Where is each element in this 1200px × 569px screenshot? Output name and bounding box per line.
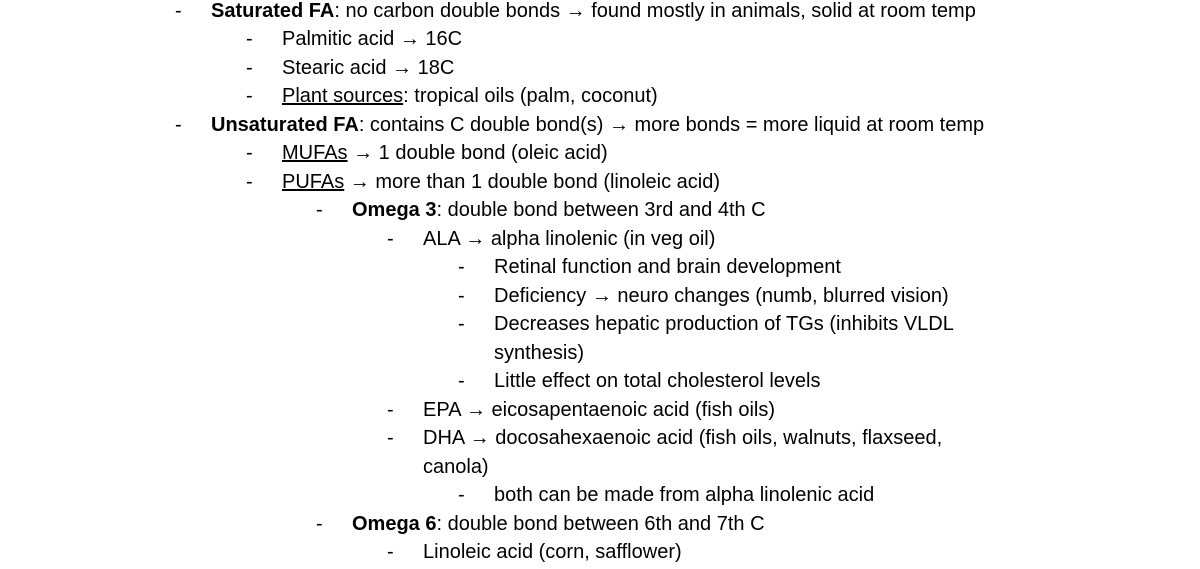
dha-point <box>458 481 875 510</box>
bullet-dash: - <box>458 256 465 278</box>
bullet-dash: - <box>175 114 182 136</box>
dha-text: DHA → docosahexaenoic acid (fish oils, walnuts, flaxseed, <box>423 427 943 449</box>
bullet-dash: - <box>458 285 465 307</box>
ala-point-text: synthesis) <box>494 342 585 364</box>
mufas-text: → 1 double bond (oleic acid) <box>347 142 608 164</box>
omega-3-desc: : double bond between 3rd and 4th C <box>436 199 766 221</box>
omega-3-term: Omega 3 <box>352 199 437 221</box>
pufas-text: → more than 1 double bond (linoleic acid) <box>344 171 721 193</box>
ala-point-text: Deficiency → neuro changes (numb, blurred vision) <box>494 285 949 307</box>
unsaturated-fa-desc: : contains C double bond(s) → more bonds = more liquid at room temp <box>358 114 985 136</box>
bullet-dash: - <box>387 399 394 421</box>
saturated-fa-term: Saturated FA <box>211 0 335 22</box>
dha-point-text: both can be made from alpha linolenic acid <box>494 484 875 506</box>
omega-6-term: Omega 6 <box>352 513 437 535</box>
dha-item-cont <box>423 453 489 482</box>
bullet-dash: - <box>458 370 465 392</box>
pufas-item <box>246 168 721 197</box>
omega-6-desc: : double bond between 6th and 7th C <box>436 513 765 535</box>
bullet-dash: - <box>458 484 465 506</box>
saturated-fa-item <box>175 0 976 26</box>
ala-point-text: Decreases hepatic production of TGs (inhibits VLDL <box>494 313 954 335</box>
plant-sources-label: Plant sources <box>282 85 404 107</box>
bullet-dash: - <box>246 85 253 107</box>
plant-sources-item <box>246 82 658 111</box>
ala-point-text: Retinal function and brain development <box>494 256 841 278</box>
epa-item <box>387 396 776 425</box>
bullet-dash: - <box>246 28 253 50</box>
bullet-dash: - <box>387 228 394 250</box>
palmitic-acid-item <box>246 25 463 54</box>
pufas-label: PUFAs <box>282 171 345 193</box>
stearic-acid-text: Stearic acid → 18C <box>282 57 455 79</box>
unsaturated-fa-term: Unsaturated FA <box>211 114 359 136</box>
bullet-dash: - <box>246 142 253 164</box>
epa-text: EPA → eicosapentaenoic acid (fish oils) <box>423 399 776 421</box>
bullet-dash: - <box>246 57 253 79</box>
ala-item <box>387 225 716 254</box>
ala-point-deficiency <box>458 282 949 311</box>
ala-text: ALA → alpha linolenic (in veg oil) <box>423 228 716 250</box>
mufas-item <box>246 139 608 168</box>
ala-point-hepatic-cont <box>494 339 584 368</box>
stearic-acid-item <box>246 54 455 83</box>
omega-6-item <box>316 510 765 539</box>
linoleic-acid-item <box>387 538 682 567</box>
palmitic-acid-text: Palmitic acid → 16C <box>282 28 463 50</box>
bullet-dash: - <box>458 313 465 335</box>
saturated-fa-desc: : no carbon double bonds → found mostly in animals, solid at room temp <box>334 0 976 22</box>
ala-point-text: Little effect on total cholesterol levels <box>494 370 821 392</box>
bullet-dash: - <box>175 0 182 22</box>
dha-text: canola) <box>423 456 489 478</box>
ala-point-hepatic <box>458 310 954 339</box>
bullet-dash: - <box>316 199 323 221</box>
unsaturated-fa-item <box>175 111 985 140</box>
bullet-dash: - <box>387 427 394 449</box>
bullet-dash: - <box>387 541 394 563</box>
mufas-label: MUFAs <box>282 142 348 164</box>
bullet-dash: - <box>246 171 253 193</box>
linoleic-acid-text: Linoleic acid (corn, safflower) <box>423 541 682 563</box>
bullet-dash: - <box>316 513 323 535</box>
omega-3-item <box>316 196 766 225</box>
ala-point-retinal <box>458 253 841 282</box>
ala-point-cholesterol <box>458 367 821 396</box>
dha-item <box>387 424 943 453</box>
plant-sources-text: : tropical oils (palm, coconut) <box>403 85 658 107</box>
